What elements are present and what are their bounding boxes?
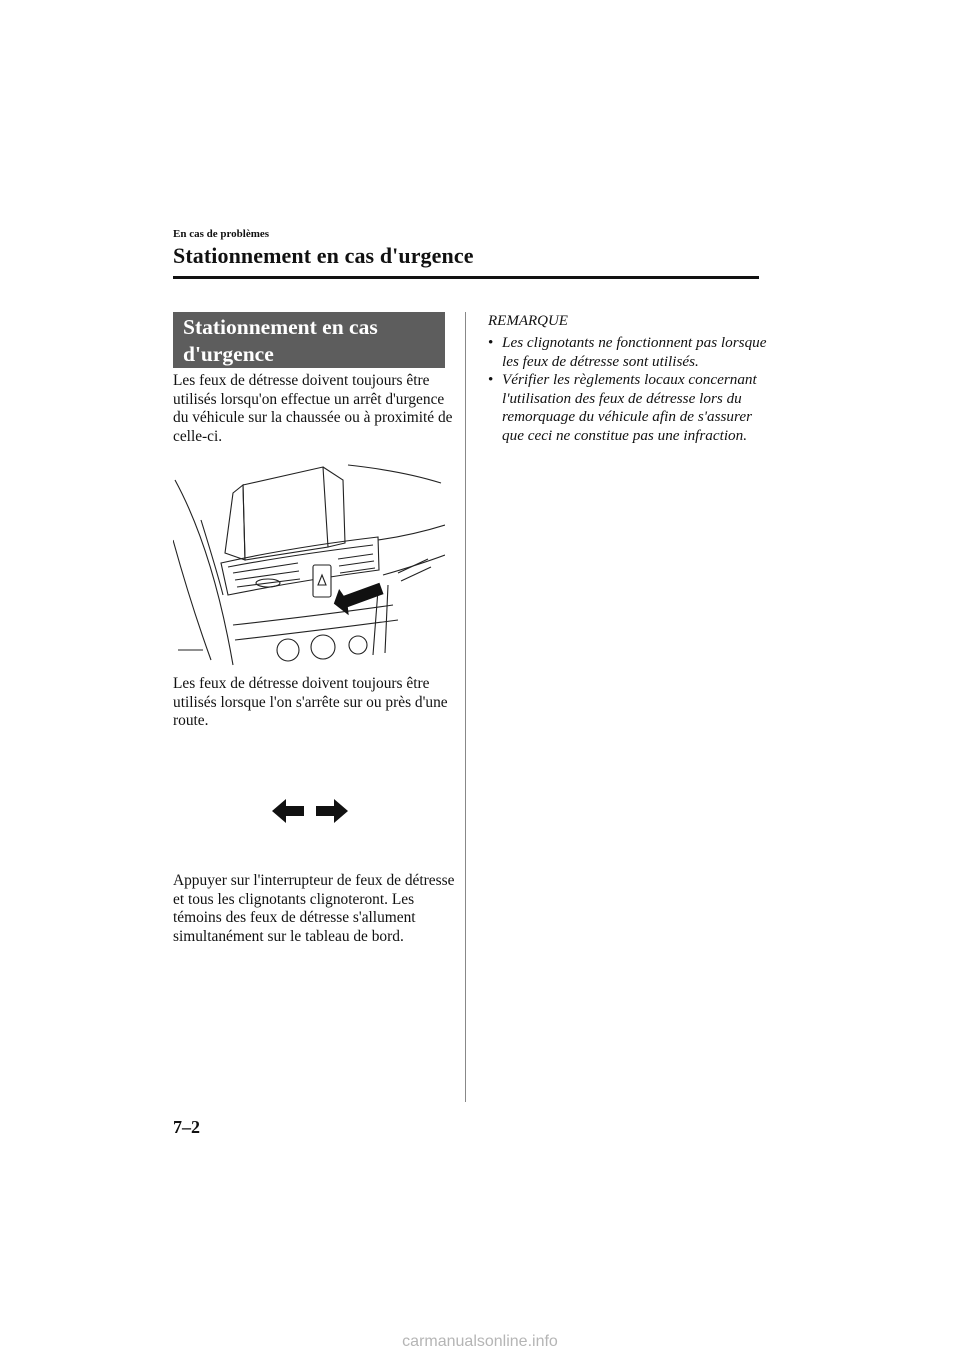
note-item-text: Vérifier les règlements locaux concernant l'utilisation des feux de détresse lors du remorquage du véhicule afin de s'assurer que ceci ne constitue pas une infraction. (502, 371, 757, 444)
header-rule (173, 276, 759, 279)
column-divider (465, 312, 466, 1102)
watermark: carmanualsonline.info (402, 1333, 558, 1350)
paragraph-switch: Appuyer sur l'interrupteur de feux de détresse et tous les clignotants clignoteront. Les témoins des feux de détresse s'allument simultanément sur le tableau de bord. (173, 872, 455, 945)
hazard-switch-dashboard-illustration (173, 455, 445, 670)
paragraph-intro: Les feux de détresse doivent toujours être utilisés lorsqu'on effectue un arrêt d'urgence du véhicule sur la chaussée ou à proximité de celle-ci. (173, 372, 453, 445)
page-title: Stationnement en cas d'urgence (173, 243, 474, 268)
page-number: 7–2 (173, 1117, 200, 1137)
note-heading: REMARQUE (488, 313, 568, 329)
note-item (488, 371, 768, 445)
bullet-icon: • (488, 334, 494, 351)
paragraph-roadside: Les feux de détresse doivent toujours être utilisés lorsque l'on s'arrête sur ou près d'une route. (173, 675, 448, 729)
bullet-icon: • (488, 371, 494, 388)
note-list (488, 334, 768, 445)
chapter-label: En cas de problèmes (173, 228, 270, 240)
section-heading: Stationnement en cas d'urgence (173, 312, 445, 368)
note-item-text: Les clignotants ne fonctionnent pas lorsque les feux de détresse sont utilisés. (502, 334, 767, 370)
turn-signal-arrows-icon (270, 797, 350, 825)
note-item (488, 334, 768, 371)
